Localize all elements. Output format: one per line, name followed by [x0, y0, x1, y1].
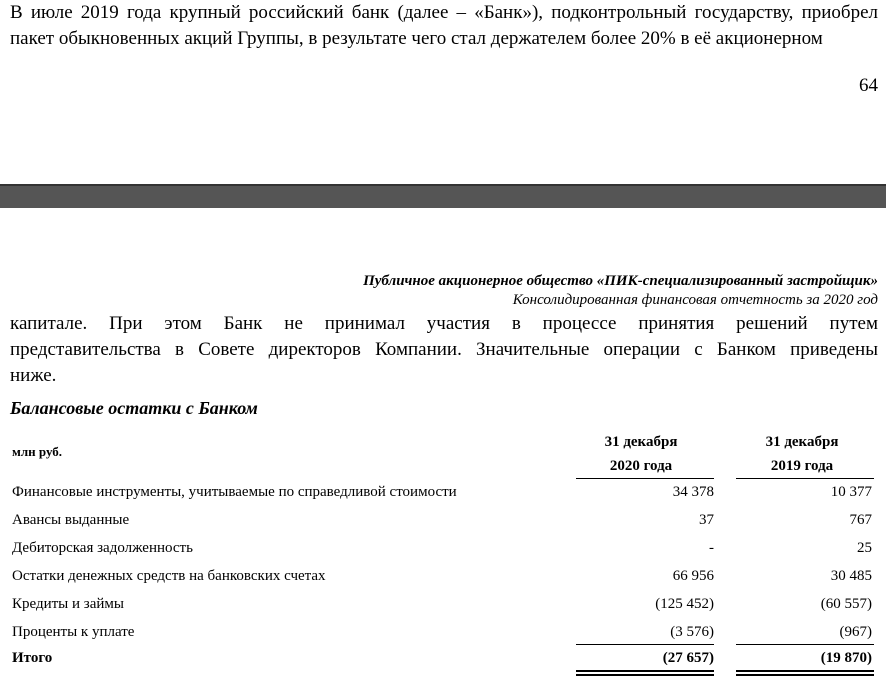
table-row — [10, 590, 878, 618]
table-row — [10, 478, 878, 506]
value-2019: (60 557) — [820, 596, 872, 612]
total-double-rule-2019-b — [736, 674, 874, 676]
table-row — [10, 534, 878, 562]
running-header-report: Консолидированная финансовая отчетность за 2020 год — [512, 292, 878, 308]
value-2019: 25 — [857, 540, 872, 556]
value-2020: (3 576) — [670, 624, 714, 640]
total-double-rule-2020-b — [576, 674, 714, 676]
row-label: Остатки денежных средств на банковских счетах — [12, 568, 326, 584]
section-title: Балансовые остатки с Банком — [10, 398, 258, 418]
table-row — [10, 562, 878, 590]
body-line: ниже. — [10, 365, 57, 386]
value-2019: 10 377 — [830, 484, 872, 500]
column-header-2020-line1: 31 декабря — [604, 434, 678, 450]
value-2020: - — [709, 540, 714, 556]
body-paragraph — [10, 311, 878, 389]
value-2019: 767 — [849, 512, 872, 528]
table-row — [10, 618, 878, 646]
row-label: Проценты к уплате — [12, 624, 135, 640]
column-header-2019-line2: 2019 года — [770, 458, 834, 474]
value-2020: 37 — [699, 512, 714, 528]
total-row — [10, 644, 878, 672]
page-number: 64 — [859, 75, 878, 96]
row-label: Финансовые инструменты, учитываемые по справедливой стоимости — [12, 484, 457, 500]
total-value-2019: (19 870) — [820, 650, 872, 666]
table-row — [10, 506, 878, 534]
body-line: представительства в Совете директоров Компании. Значительные операции с Банком приведены — [10, 339, 878, 360]
column-header-2020 — [576, 430, 706, 478]
value-2019: (967) — [839, 624, 872, 640]
page-break-divider — [0, 186, 886, 208]
total-double-rule-2019-a — [736, 670, 874, 672]
running-header-company: Публичное акционерное общество «ПИК-специализированный застройщик» — [363, 273, 878, 289]
row-label: Дебиторская задолженность — [12, 540, 193, 556]
value-2020: 66 956 — [672, 568, 714, 584]
unit-label: млн руб. — [12, 444, 63, 459]
row-label: Кредиты и займы — [12, 596, 124, 612]
row-label: Авансы выданные — [12, 512, 130, 528]
total-value-2020: (27 657) — [662, 650, 714, 666]
column-header-2019-line1: 31 декабря — [765, 434, 839, 450]
top-paragraph: В июле 2019 года крупный российский банк (далее – «Банк»), подконтрольный государству, приобрел пакет обыкновенных акций Группы, в результате чего стал держателем более 20% в её акционерном — [10, 2, 878, 49]
total-label: Итого — [12, 650, 53, 666]
value-2019: 30 485 — [830, 568, 872, 584]
total-double-rule-2020-a — [576, 670, 714, 672]
body-line: капитале. При этом Банк не принимал участия в процессе принятия решений путем — [10, 313, 878, 334]
value-2020: (125 452) — [655, 596, 714, 612]
column-header-2019 — [737, 430, 867, 478]
value-2020: 34 378 — [672, 484, 714, 500]
column-header-2020-line2: 2020 года — [609, 458, 673, 474]
